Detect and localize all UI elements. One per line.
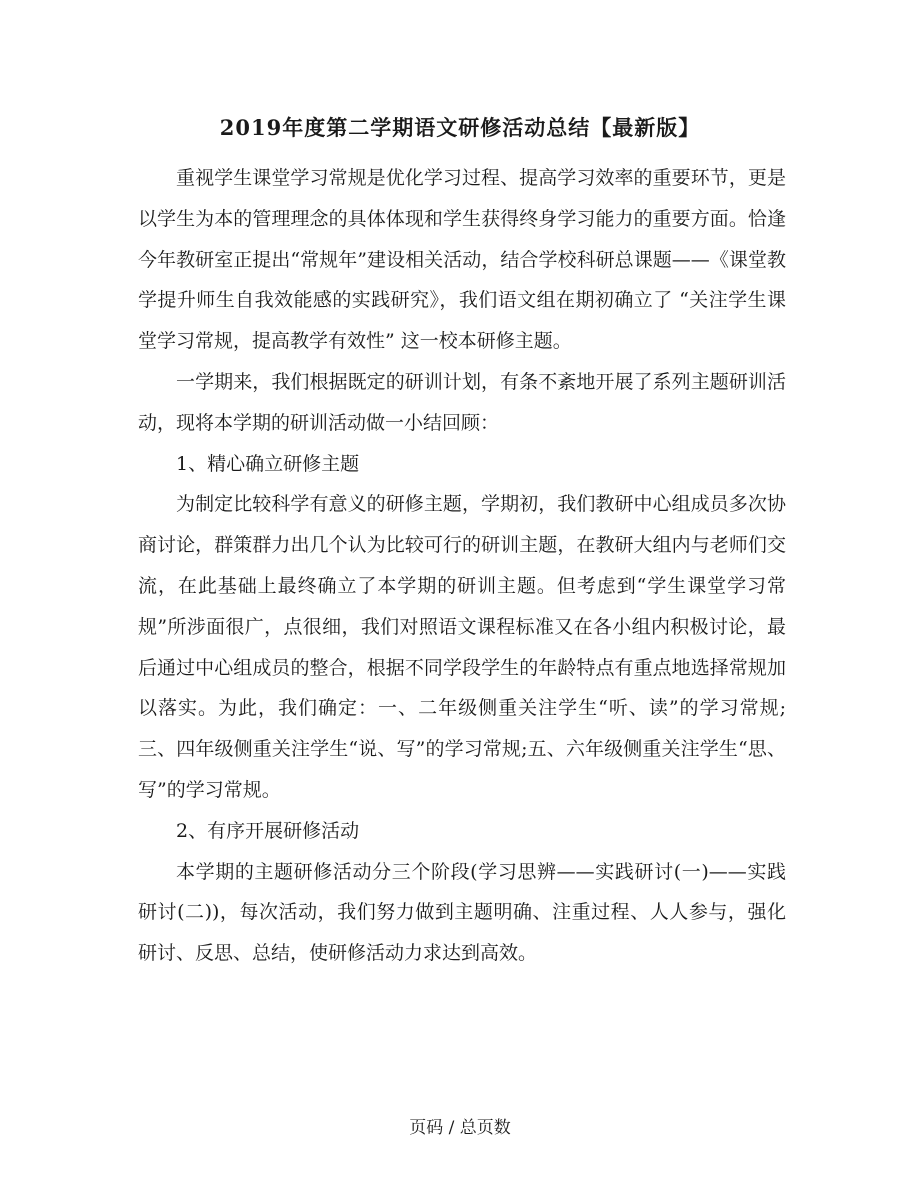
- section-heading-2: 2、有序开展研修活动: [176, 819, 360, 842]
- paragraph-intro: 重视学生课堂学习常规是优化学习过程、提高学习效率的重要环节，更是以学生为本的管理理念的具体体现和学生获得终身学习能力的重要方面。恰逢今年教研室正提出“常规年”建设相关活动，结合学校科研总课题——《课堂教学提升师生自我效能感的实践研究》，我们语文组在期初确立了 “关注学生课堂学习常规，提高教学有效性” 这一校本研修主题。: [138, 167, 786, 353]
- document-body: [138, 158, 786, 974]
- paragraph-section-1: 为制定比较科学有意义的研修主题，学期初，我们教研中心组成员多次协商讨论，群策群力出几个认为比较可行的研训主题，在教研大组内与老师们交流，在此基础上最终确立了本学期的研训主题。但考虑到“学生课堂学习常规”所涉面很广，点很细，我们对照语文课程标准又在各小组内积极讨论，最后通过中心组成员的整合，根据不同学段学生的年龄特点有重点地选择常规加以落实。为此，我们确定：一、二年级侧重关注学生“听、读”的学习常规;三、四年级侧重关注学生“说、写”的学习常规;五、六年级侧重关注学生“思、写”的学习常规。: [138, 493, 786, 801]
- paragraph-section-2: 本学期的主题研修活动分三个阶段(学习思辨——实践研讨(一)——实践研讨(二))，每次活动，我们努力做到主题明确、注重过程、人人参与，强化研讨、反思、总结，使研修活动力求达到高效。: [138, 860, 786, 965]
- paragraph-overview: 一学期来，我们根据既定的研训计划，有条不紊地开展了系列主题研训活动，现将本学期的研训活动做一小结回顾：: [138, 370, 786, 434]
- section-heading-1: 1、精心确立研修主题: [176, 452, 360, 475]
- page-footer: 页码 / 总页数: [409, 1118, 511, 1138]
- document-title: 2019年度第二学期语文研修活动总结【最新版】: [219, 115, 701, 140]
